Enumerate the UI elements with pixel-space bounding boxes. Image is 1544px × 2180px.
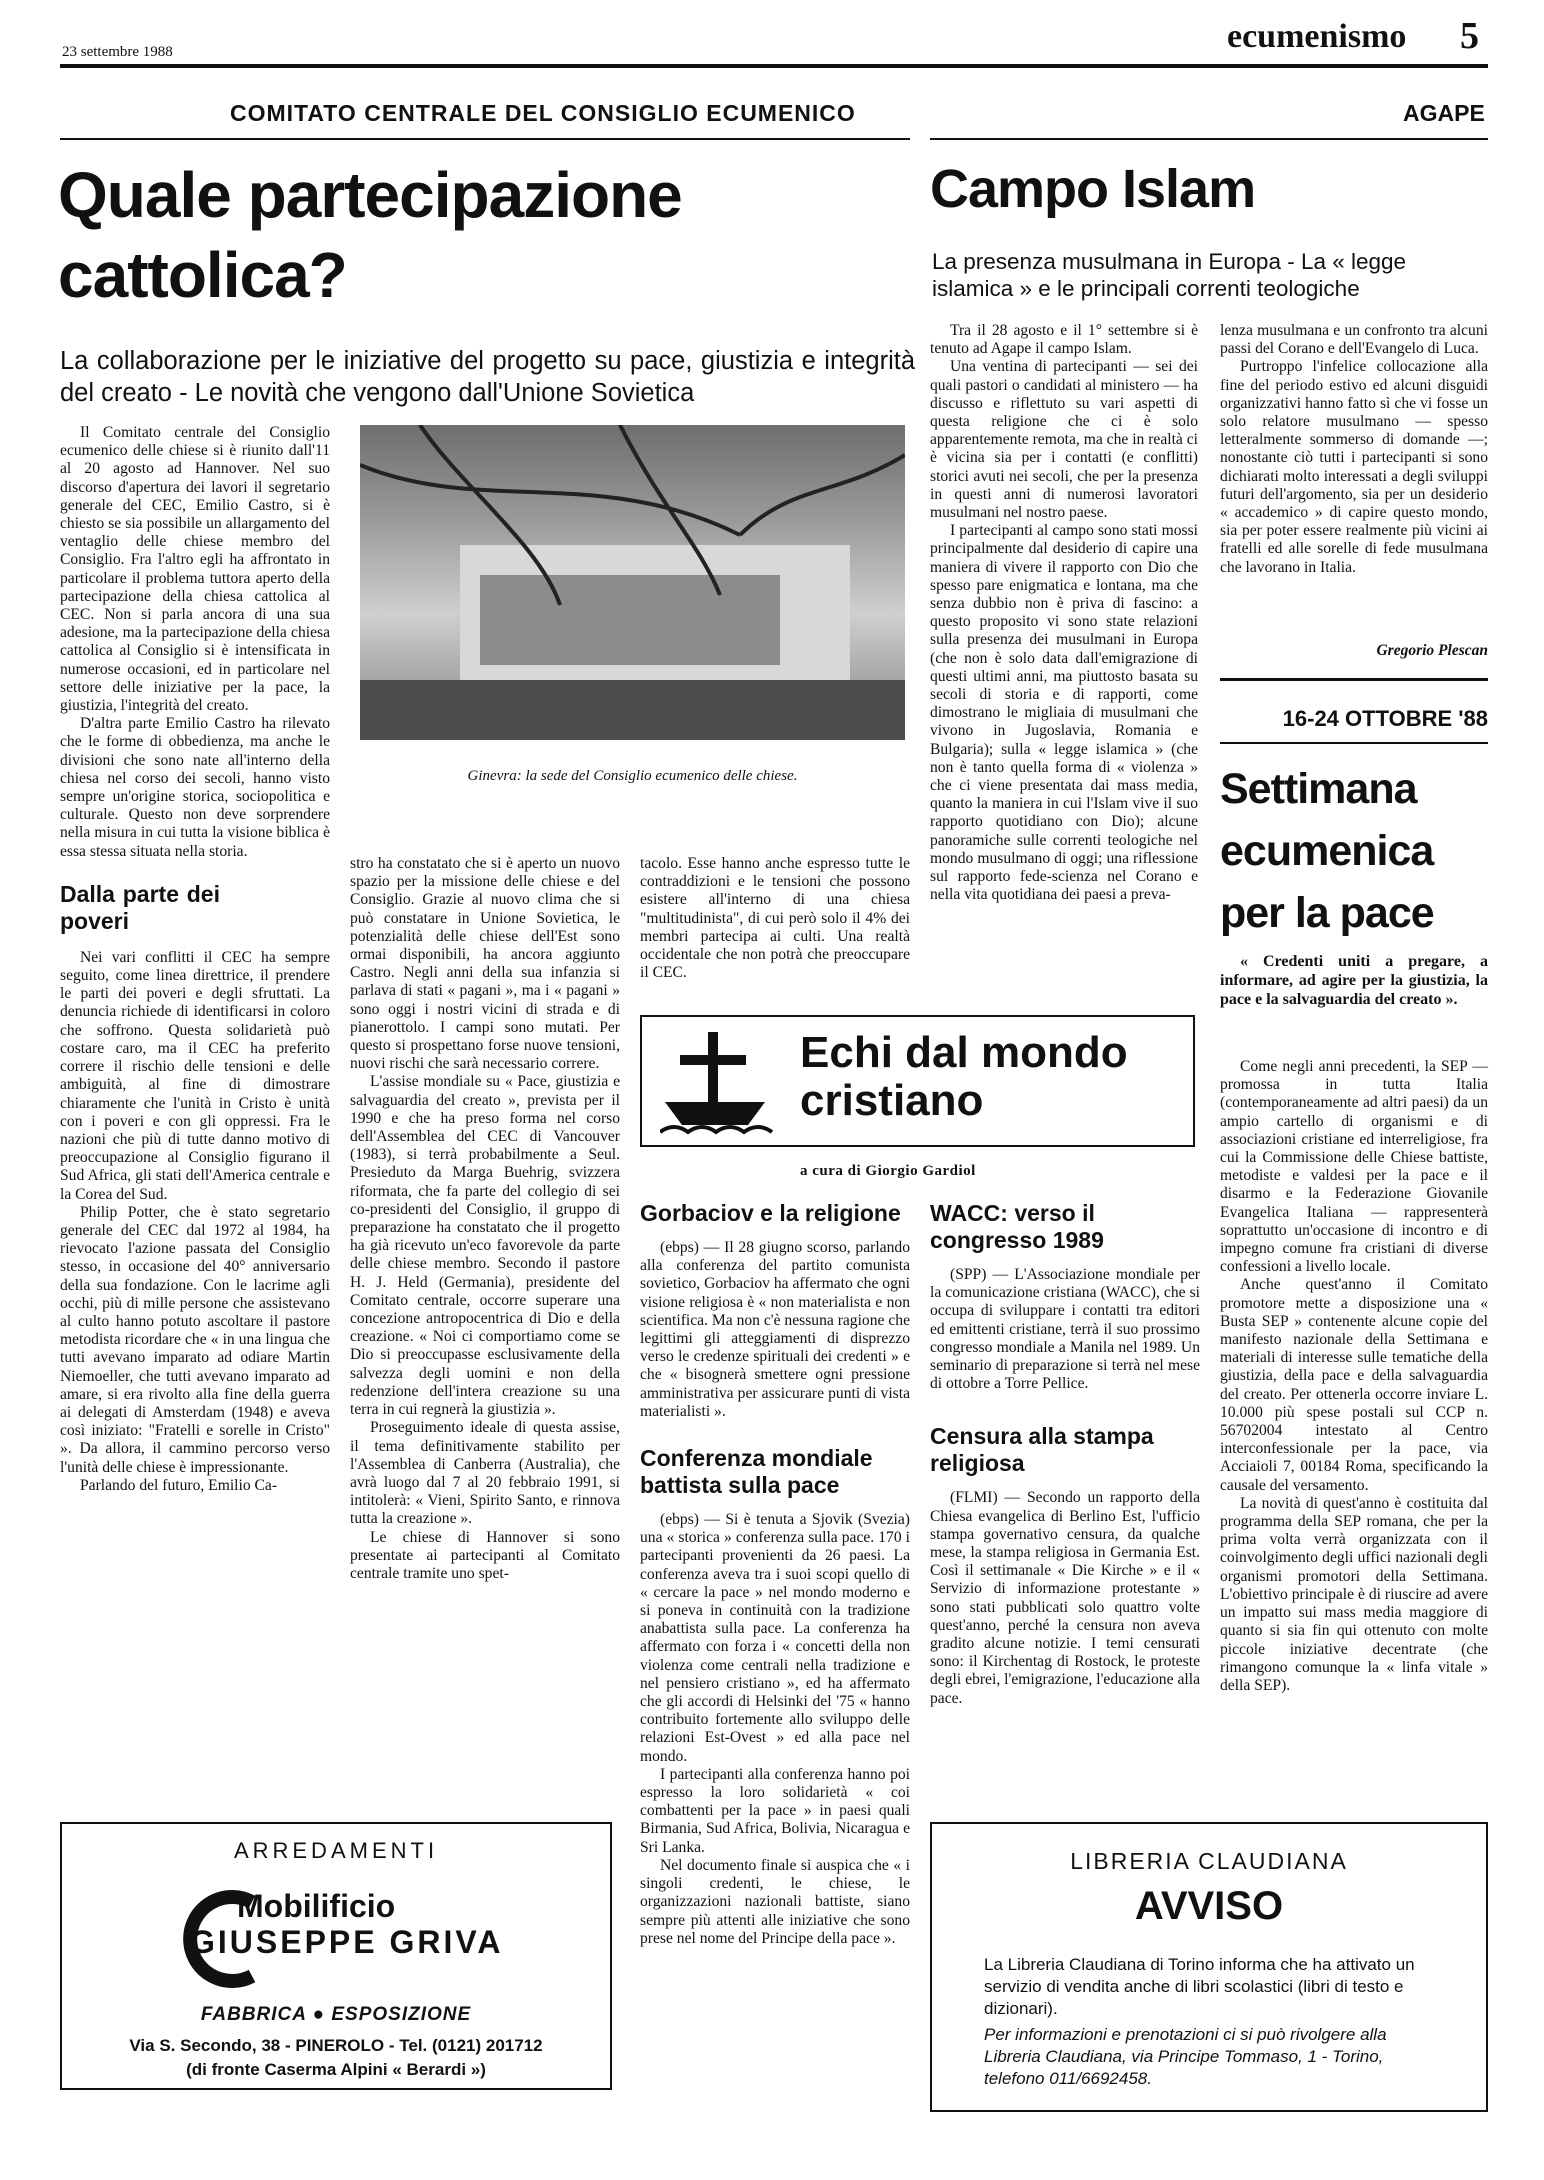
right-author: Gregorio Plescan [1376, 642, 1488, 659]
week-kicker: 16-24 OTTOBRE '88 [1282, 706, 1488, 731]
paragraph: La novità di quest'anno è costituita dal programma della SEP romana, che per la prima volta verrà organizzata con il coinvolgimento degli uffici nazionali degli organismi promotori della Settimana. L'obiettivo principale è di riuscire ad avere un impatto sui mass media maggiore di quanto si sia fin qui ottenuto con molte piccole iniziative decentrate (che rimangono comunque la « linfa vitale » della SEP). [1220, 1494, 1488, 1694]
left-col3 [640, 855, 910, 982]
claudiana-text: La Libreria Claudiana di Torino informa che ha attivato un servizio di vendita anche di libri scolastici (libri di testo e dizionari). [984, 1955, 1415, 2018]
echi-item-title: Gorbaciov e la religione [640, 1200, 901, 1226]
paragraph: lenza musulmana e un confronto tra alcuni passi del Corano e dell'Evangelo di Luca. [1220, 322, 1488, 358]
echi-col2 [930, 1200, 1200, 1708]
paragraph: Parlando del futuro, Emilio Ca- [80, 1476, 278, 1494]
echi-item-title: Conferenza mondiale battista sulla pace [640, 1445, 873, 1499]
paragraph: Philip Potter, che è stato segretario generale del CEC dal 1972 al 1984, ha rievocato l'azione passata del Consiglio stesso, in occasione del 40° anniversario della sua fondazione. Con le lacrime agli occhi, più di mille persone che assistevano al culto hanno potuto ascoltare il pastore metodista ricordare che « in una lingua che tutti avevano imparato ad odiare Martin Niemoeller, che tutti avevano imparato ad amare, si era rivolto alla fine della guerra ai delegati di Amsterdam (1948) e aveva così iniziato: "Fratelli e sorelle in Cristo" ». Da allora, il cammino percorso verso l'unità delle chiese è impressionante. [60, 1203, 330, 1476]
left-col2 [350, 855, 620, 1583]
right-title: Campo Islam [930, 159, 1256, 219]
right-subtitle: La presenza musulmana in Europa - La « legge islamica » e le principali correnti teologiche [932, 249, 1407, 301]
page-date: 23 settembre 1988 [62, 44, 173, 60]
echi-title-line2: cristiano [800, 1076, 984, 1125]
griva-ad-header: ARREDAMENTI [233, 1838, 439, 1863]
cross-boat-icon [660, 1027, 775, 1137]
griva-brand-line2: GIUSEPPE GRIVA [190, 1924, 504, 1960]
header-rule [60, 64, 1488, 68]
right-kicker-rule [930, 138, 1488, 140]
subhead-dalla-parte: Dalla parte dei poveri [60, 880, 220, 934]
paragraph: Il Comitato centrale del Consiglio ecumenico delle chiese si è riunito dall'11 al 20 agosto ad Hannover. Nel suo discorso d'apertura dei lavori il segretario generale del CEC, Emilio Castro, si è chiesto se sia possibile un allargamento del ventaglio delle chiese membro del Consiglio. Fra l'altro egli ha affrontato in particolare il problema tuttora aperto della partecipazione della chiesa cattolica al CEC. Non si parla ancora di una sua adesione, ma la partecipazione della chiesa cattolica al Consiglio si è intensificata in numerose occasioni, ed in particolare nel settore delle iniziative per la pace, la giustizia, l'integrità del creato. [60, 424, 330, 715]
paragraph: Proseguimento ideale di questa assise, il tema definitivamente stabilito per l'Assemblea di Canberra (Australia), che avrà luogo dal 7 al 20 febbraio 1991, si intitolerà: « Vieni, Spirito Santo, e rinnova tutta la creazione ». [350, 1419, 620, 1528]
paragraph: (SPP) — L'Associazione mondiale per la comunicazione cristiana (WACC), che si occupa di sviluppare i contatti tra editori ed emittenti cristiane, terrà il suo prossimo congresso mondiale a Manila nel 1989. Un seminario di preparazione si terrà nel mese di ottobre a Torre Pellice. [930, 1266, 1200, 1393]
paragraph: Come negli anni precedenti, la SEP — promossa in tutta Italia (contemporaneamente ad altri paesi) da un ampio cartello di organismi e di associazioni cristiane ed interreligiose, fra cui la Commissione delle Chiese battiste, metodiste e valdesi per la pace e il disarmo e la Federazione Giovanile Evangelica Italiana — rappresenterà soprattutto un'occasione di incontro e di impegno comune fra cristiani di diverse confessioni a livello locale. [1220, 1058, 1488, 1276]
week-title: Settimana ecumenica per la pace [1220, 765, 1434, 937]
paragraph: (FLMI) — Secondo un rapporto della Chiesa evangelica di Berlino Est, l'ufficio stampa governativo censura, da qualche mese, la stampa religiosa in Germania Est. Così il settimanale « Die Kirche » e il « Servizio di informazione protestante » sono stati pubblicati solo quattro volte quest'anno, perché la censura non aveva gradito alcune notizie. I temi censurati sono: il Kirchentag di Rostock, le proteste degli ebrei, l'emigrazione, l'educazione alla pace. [930, 1489, 1200, 1707]
bullet-icon: ● [312, 2004, 332, 2025]
paragraph: (ebps) — Si è tenuta a Sjovik (Svezia) una « storica » conferenza sulla pace. 170 i partecipanti provenienti da 26 paesi. La conferenza aveva tra i suoi scopi quello di « cercare la pace » nel mondo moderno e si poneva in continuità con la tradizione anabattista sulla pace. La conferenza ha affermato con forza i « concetti della non violenza come centrali nella tradizione e nel pensiero cristiano », ed ha affermato che gli accordi di Helsinki del '75 « hanno contribuito fortemente allo sviluppo delle relazioni Est-Ovest » ed alla pace nel mondo. [640, 1511, 910, 1765]
left-title: Quale partecipazione cattolica? [58, 159, 682, 311]
paragraph: Una ventina di partecipanti — sei dei quali pastori o candidati al ministero — ha discusso e riflettuto su vari aspetti di questa religione che ci è solo apparentemente remota, ma che in realtà ci è vicina sia per i contatti (e conflitti) storici avuti nei secoli, che per la presenza in questi anni di numerosi lavoratori musulmani nel nostro paese. [930, 358, 1198, 522]
week-top-rule [1220, 678, 1488, 681]
right-col1 [930, 322, 1198, 905]
right-col2 [1220, 322, 1488, 577]
claudiana-title: AVVISO [1134, 1884, 1284, 1928]
griva-tagline [62, 2004, 610, 2026]
griva-tagline-left: FABBRICA [200, 2004, 307, 2025]
paragraph: Anche quest'anno il Comitato promotore mette a disposizione una « Busta SEP » contenente alcune copie del manifesto nazionale della Settimana e materiali di interesse sulle tematiche della giustizia, della pace e della salvaguardia del creato. Per ottenerla occorre inviare L. 10.000 più spese postali sul CCP n. 56702004 intestato al Centro interconfessionale per la pace, via Acciaioli 7, 00184 Roma, specificando la causale del versamento. [1220, 1276, 1488, 1494]
left-col1 [60, 424, 330, 1495]
echi-box [640, 1015, 1195, 1147]
paragraph: Purtroppo l'infelice collocazione alla fine del periodo estivo ed alcuni disguidi organizzativi hanno fatto sì che vi fosse un solo relatore musulmano — spesso letteralmente sommerso di domande —; nonostante ciò tutti i partecipanti si sono dichiarati molto interessati a degli sviluppi futuri dell'argomento, sia per un desiderio « accademico » di capire questo mondo, sia per poter essere realmente più vicini ai fratelli ed alle sorelle di fede musulmana che lavorano in Italia. [1220, 358, 1488, 576]
griva-brand-line1: Mobilificio [237, 1888, 396, 1924]
claudiana-header: LIBRERIA CLAUDIANA [1070, 1848, 1348, 1874]
griva-address: Via S. Secondo, 38 - PINEROLO - Tel. (0121) 201712 [129, 2036, 543, 2055]
paragraph: stro ha constatato che si è aperto un nuovo spazio per la missione delle chiese e del Consiglio. Grazie al nuovo clima che si può constatare in Unione Sovietica, le potenzialità delle chiese dell'Est sono ormai disponibili, ha ancora aggiunto Castro. Negli anni della sua infanzia si parlava di stati « pagani », ma i « pagani » sono oggi i nostri vicini di strada e di pianerottolo. I campi sono mutati. Per questo si prospettano forse nuove tensioni, nuovi rischi che sarà necessario correre. [350, 855, 620, 1073]
paragraph: Nel documento finale si auspica che « i singoli credenti, le chiese, le organizzazioni nazionali battiste, siano sempre più attenti alle iniziative che sono prese nel nome del Principe della pace ». [640, 1856, 910, 1947]
kicker-rule [60, 138, 910, 140]
paragraph: I partecipanti al campo sono stati mossi principalmente dal desiderio di capire una maniera di vivere il rapporto con Dio che spesso pare enigmatica e lontana, ma che senza dubbio non è priva di fascino: a questo proposito vi sono state relazioni sulla presenza dei musulmani in Europa (che non è solo data dall'emigrazione di questi ultimi anni, ma piuttosto basata su secoli di storia e di rapporti, come dimostrano le migliaia di musulmani che vivono in Jugoslavia, Romania e Bulgaria); sulla « legge islamica » (che non è tanto quella forma di « violenza » che ci viene presentata dai mass media, quanto la maniera in cui l'Islam vive il suo rapporto quotidiano con Dio); alcune panoramiche sulle correnti teologiche nel mondo musulmano di oggi; una riflessione sul rapporto fede-scienza nel Corano e nella vita quotidiana dei paesi a preva- [930, 522, 1198, 904]
paragraph: L'assise mondiale su « Pace, giustizia e salvaguardia del creato », prevista per il 1990 e che ha preso forma nel corso dell'Assemblea del CEC di Vancouver (1983), si terrà probabilmente a Seul. Presieduto da Marga Buehrig, svizzera riformata, che fa parte del collegio di sei co-presidenti del Consiglio, il gruppo di preparazione ha constatato che il progetto ha già ricevuto un'eco favorevole da parte delle chiese membro. Secondo il pastore H. J. Held (Germania), presidente del Comitato centrale, occorre superare una concezione antropocentrica di Dio e della creazione. « Noi ci comportiamo come se Dio si preoccupasse esclusivamente della salvezza degli uomini e non della redenzione dell'intera creazione su una terra in cui regnerà la giustizia ». [350, 1073, 620, 1419]
week-kicker-rule [1220, 742, 1488, 744]
griva-ad [60, 1822, 612, 2090]
week-body [1220, 1058, 1488, 1695]
paragraph: tacolo. Esse hanno anche espresso tutte le contraddizioni e le tensioni che possono esistere all'interno di una chiesa "multitudinista", di cui però solo il 4% dei membri partecipa ai culti. Una realtà occidentale che non potrà che preoccupare il CEC. [640, 855, 910, 982]
geneva-photo [360, 425, 905, 740]
left-kicker: COMITATO CENTRALE DEL CONSIGLIO ECUMENICO [230, 100, 856, 126]
tree-branches-illustration [360, 425, 905, 740]
page-number: 5 [1460, 15, 1479, 57]
echi-title-line1: Echi dal mondo [800, 1028, 1128, 1077]
griva-tagline-right: ESPOSIZIONE [331, 2004, 472, 2025]
paragraph: I partecipanti alla conferenza hanno poi espresso la loro solidarietà « coi combattenti per la pace » in paesi quali Birmania, Sud Africa, Bolivia, Nicaragua e Sri Lanka. [640, 1765, 910, 1856]
photo-caption: Ginevra: la sede del Consiglio ecumenico delle chiese. [467, 768, 798, 784]
echi-credit: a cura di Giorgio Gardiol [800, 1163, 976, 1179]
paragraph: Nei vari conflitti il CEC ha sempre seguito, come linea direttrice, il prendere le parti dei poveri e degli sfruttati. La denuncia richiede di identificarsi in coloro che soffrono. Questa solidarietà può costare caro, ma il CEC ha preferito correre il rischio delle tensioni e delle ambiguità, al fine di dimostrare chiaramente che l'unità in Cristo è unità con i poveri e con gli oppressi. Fra le nazioni che più di tutte danno motivo di preoccupazione al Consiglio figurano il Sud Africa, gli stati dell'America centrale e la Corea del Sud. [60, 948, 330, 1203]
week-lead: « Credenti uniti a pregare, a informare, ad agire per la giustizia, la pace e la salvaguardia del creato ». [1220, 953, 1488, 1008]
echi-item-title: Censura alla stampa religiosa [930, 1423, 1154, 1477]
claudiana-ad [930, 1822, 1488, 2112]
paragraph: D'altra parte Emilio Castro ha rilevato che le forme di obbedienza, ma anche le divisioni che sono nate all'interno della chiesa nel corso dei secoli, hanno visto sempre un'origine storica, sociopolitica e culturale. Questo non deve sorprendere nella misura in cui tutta la visione biblica è essa stessa situata nella storia. [60, 715, 330, 860]
section-name: ecumenismo [1227, 18, 1407, 55]
griva-note: (di fronte Caserma Alpini « Berardi ») [186, 2060, 486, 2079]
echi-item-title: WACC: verso il congresso 1989 [930, 1200, 1104, 1253]
paragraph: (ebps) — Il 28 giugno scorso, parlando alla conferenza del partito comunista sovietico, Gorbaciov ha affermato che ogni visione religiosa è « non materialista e non scientifica. Ma non c'è nessuna ragione che legittimi gli atteggiamenti di disprezzo verso le credenze spirituali dei credenti » e che « bisognerà smettere ogni pressione amministrativa per assicurare punti di vista materialisti ». [640, 1239, 910, 1420]
right-kicker: AGAPE [1403, 100, 1485, 126]
echi-col1 [640, 1200, 910, 1948]
left-subtitle: La collaborazione per le iniziative del progetto su pace, giustizia e integrità del creato - Le novità che vengono dall'Unione Sovietica [60, 347, 915, 407]
claudiana-note: Per informazioni e prenotazioni ci si può rivolgere alla Libreria Claudiana, via Principe Tommaso, 1 - Torino, telefono 011/6692458. [984, 2025, 1387, 2088]
paragraph: Le chiese di Hannover si sono presentate ai partecipanti al Comitato centrale tramite uno spet- [350, 1528, 620, 1582]
paragraph: Tra il 28 agosto e il 1° settembre si è tenuto ad Agape il campo Islam. [930, 322, 1198, 358]
